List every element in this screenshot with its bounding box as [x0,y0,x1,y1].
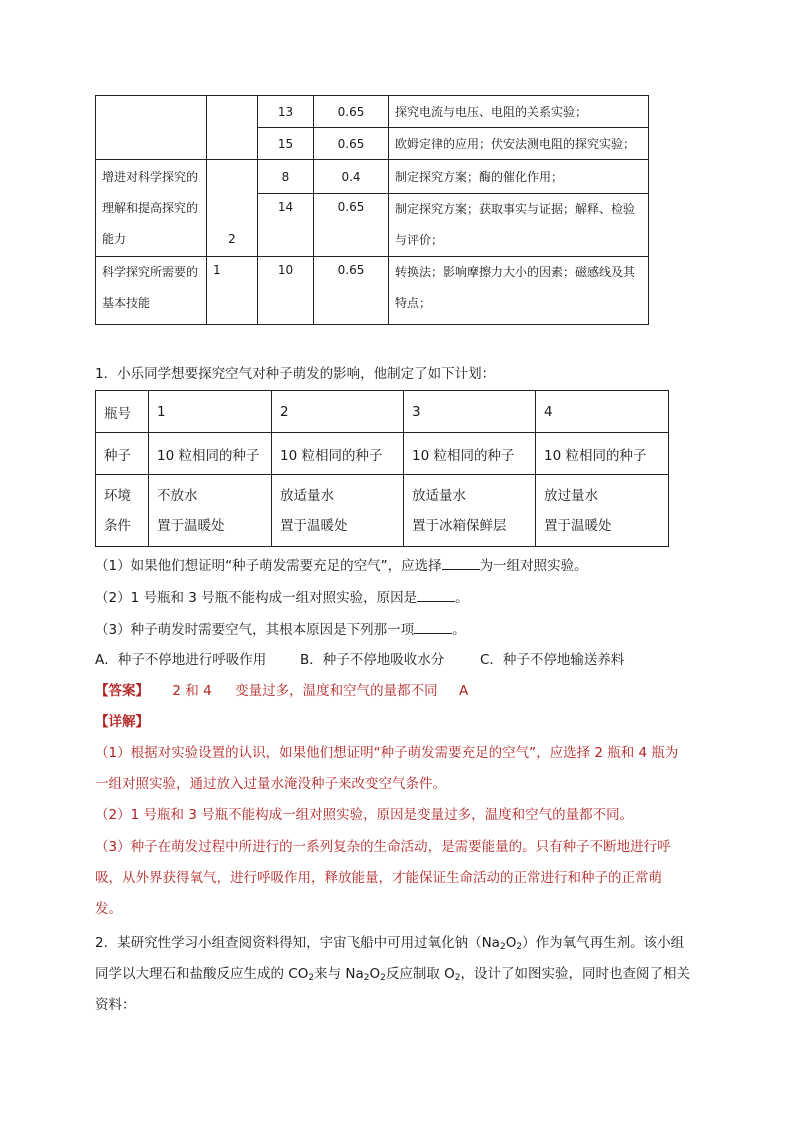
difficulty-cell: 0.65 [314,257,389,325]
sub-question-text: （1）如果他们想证明“种子萌发需要充足的空气”，应选择 [95,558,442,574]
category-line: 理解和提高探究的 [102,200,199,215]
env-cell [536,475,669,547]
answer-blank [417,587,455,602]
answer-blank [414,619,452,634]
env-line: 置于温暖处 [157,517,225,534]
detail-line: 一组对照实验，通过放入过量水淹没种子来改变空气条件。 [95,776,446,792]
sub-question-3 [95,619,466,640]
row-label: 种子 [96,433,149,475]
row-label [96,475,149,547]
answer-label: 【答案】 [95,683,149,699]
content-line: 与评价； [395,233,444,247]
summary-table [95,95,649,325]
q2-text: ，设计了如图实验，同时也查阅了相关 [460,966,691,982]
seed-cell: 10 粒相同的种子 [272,433,404,475]
q2-text: O [505,935,517,951]
count-cell [207,96,258,160]
count-cell: 2 [207,160,258,257]
subscript: 2 [499,942,506,952]
category-line: 能力 [102,231,127,246]
question-2-line: 资料： [95,997,136,1013]
content-line: 转换法；影响摩擦力大小的因素；磁感线及其 [395,265,636,279]
detail-line: 吸，从外界获得氧气，进行呼吸作用，释放能量，才能保证生命活动的正常进行和种子的正常萌 [95,870,662,886]
row-label-line: 条件 [104,517,131,534]
detail-line: （2）1 号瓶和 3 号瓶不能构成一组对照实验，原因是变量过多，温度和空气的量都不同。 [95,807,634,823]
detail-line: （3）种子在萌发过程中所进行的一系列复杂的生命活动，是需要能量的。只有种子不断地进行呼 [95,839,671,855]
header-cell: 4 [536,391,669,433]
category-line: 增进对科学探究的 [102,169,199,184]
subscript: 2 [516,942,523,952]
env-line: 放过量水 [544,487,598,504]
table-row [96,475,669,547]
sub-question-text: （3）种子萌发时需要空气，其根本原因是下列那一项 [95,622,415,638]
option-c: C．种子不停地输送养料 [480,652,625,668]
choice-options [95,650,624,670]
content-line: 制定探究方案；获取事实与证据；解释、检验 [395,202,636,216]
table-row [96,391,669,433]
question-cell: 10 [258,257,314,325]
category-line: 基本技能 [102,296,151,310]
detail-line: （1）根据对实验设置的认识，如果他们想证明“种子萌发需要充足的空气”，应选择 2 瓶和 4 瓶为 [95,745,679,761]
env-line: 不放水 [157,487,198,504]
row-label-line: 环境 [104,487,131,504]
difficulty-cell: 0.65 [314,96,389,128]
content-line: 特点； [395,296,432,310]
category-cell [96,257,207,325]
answer-value: 变量过多，温度和空气的量都不同 [235,683,438,699]
q2-text: 来与 Na [314,966,364,982]
q2-text: 同学以大理石和盐酸反应生成的 CO [95,966,309,982]
category-cell [96,160,207,257]
q2-text: 2．某研究性学习小组查阅资料得知，宇宙飞船中可用过氧化钠（Na [95,935,500,951]
table-row [96,96,649,128]
seed-cell: 10 粒相同的种子 [404,433,536,475]
experiment-plan-table [95,390,669,547]
env-line: 置于温暖处 [280,517,348,534]
q2-text: 反应制取 O [385,966,455,982]
category-cell [96,96,207,160]
subscript: 2 [454,973,461,983]
answer-line [95,681,468,701]
env-cell [272,475,404,547]
question-cell: 14 [258,194,314,257]
sub-question-text: 。 [452,622,466,638]
env-cell [404,475,536,547]
question-2-line [95,964,690,988]
difficulty-cell: 0.65 [314,194,389,257]
detail-label: 【详解】 [95,714,149,730]
option-b: B．种子不停地吸收水分 [300,652,445,668]
difficulty-cell: 0.4 [314,160,389,194]
question-cell: 8 [258,160,314,194]
question-1-stem: 1．小乐同学想要探究空气对种子萌发的影响，他制定了如下计划： [95,366,496,382]
subscript: 2 [308,973,315,983]
table-row [96,433,669,475]
question-cell: 13 [258,96,314,128]
subscript: 2 [380,973,386,983]
sub-question-2 [95,587,469,608]
header-cell: 3 [404,391,536,433]
sub-question-1 [95,555,588,576]
difficulty-cell: 0.65 [314,128,389,160]
content-cell [389,194,649,257]
answer-value: A [458,683,469,699]
env-line: 放适量水 [280,487,334,504]
sub-question-text: 为一组对照实验。 [479,558,588,574]
answer-value: 2 和 4 [172,683,212,699]
table-row [96,257,649,325]
seed-cell: 10 粒相同的种子 [536,433,669,475]
env-cell [149,475,272,547]
detail-line: 发。 [95,901,122,917]
q2-text: ）作为氧气再生剂。该小组 [522,935,685,951]
option-a: A．种子不停地进行呼吸作用 [95,652,267,668]
category-line: 科学探究所需要的 [102,265,199,279]
env-line: 放适量水 [412,487,466,504]
subscript: 2 [363,973,370,983]
content-cell [389,257,649,325]
table-row [96,160,649,194]
q2-text: O [369,966,381,982]
sub-question-text: （2）1 号瓶和 3 号瓶不能构成一组对照实验，原因是 [95,590,418,606]
sub-question-text: 。 [455,590,469,606]
content-cell: 制定探究方案；酶的催化作用； [389,160,649,194]
content-cell: 探究电流与电压、电阻的关系实验； [389,96,649,128]
env-line: 置于冰箱保鲜层 [412,517,507,534]
seed-cell: 10 粒相同的种子 [149,433,272,475]
question-2-line [95,933,684,957]
header-cell: 1 [149,391,272,433]
question-cell: 15 [258,128,314,160]
header-cell: 2 [272,391,404,433]
content-cell: 欧姆定律的应用；伏安法测电阻的探究实验； [389,128,649,160]
header-cell: 瓶号 [96,391,149,433]
env-line: 置于温暖处 [544,517,612,534]
answer-blank [442,555,480,570]
count-cell: 1 [207,257,258,325]
